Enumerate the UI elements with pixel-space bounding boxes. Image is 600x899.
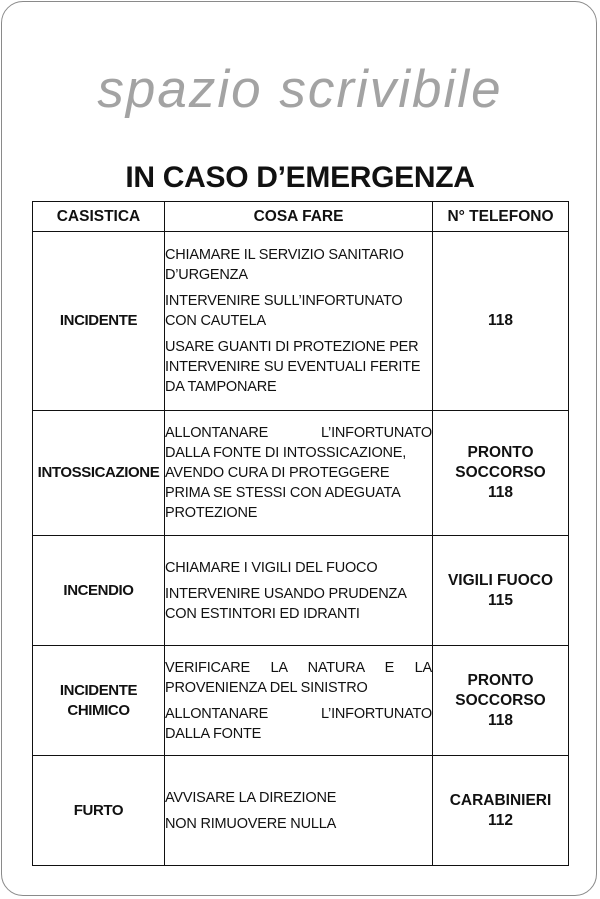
action-item	[165, 245, 432, 285]
action-line: CHIAMARE I VIGILI DEL FUOCO	[165, 559, 378, 576]
actions-cell	[165, 411, 433, 536]
phone-service: SOCCORSO	[455, 464, 546, 481]
action-line: CHIAMARE IL SERVIZIO SANITARIO	[165, 247, 404, 263]
action-line: ALLONTANARE L’INFORTUNATO	[165, 705, 432, 722]
case-label: CHIMICO	[67, 701, 130, 719]
phone-number: 118	[487, 711, 513, 729]
case-cell	[33, 232, 165, 411]
action-line: AVVISARE LA DIREZIONE	[165, 789, 337, 806]
action-line: AVENDO CURA DI PROTEGGERE	[165, 465, 390, 481]
actions-cell	[165, 232, 433, 411]
emergency-table	[32, 201, 569, 866]
page-title: IN CASO D’EMERGENZA	[125, 161, 475, 194]
phone-service: VIGILI FUOCO	[447, 571, 554, 589]
action-item	[165, 584, 432, 624]
table-row	[33, 536, 569, 646]
case-label: INCIDENTE	[59, 312, 138, 329]
phone-cell	[433, 756, 569, 866]
table-row	[33, 411, 569, 536]
phone-number: 118	[487, 312, 513, 329]
actions-cell	[165, 646, 433, 756]
phone-cell	[433, 411, 569, 536]
writable-space-label: spazio scrivibile	[97, 60, 503, 119]
action-line: PRIMA SE STESSI CON ADEGUATA	[165, 485, 401, 501]
action-line: VERIFICARE LA NATURA E LA	[165, 659, 432, 676]
table-header-row	[33, 202, 569, 232]
action-line: CON CAUTELA	[165, 313, 266, 329]
action-line: DALLA FONTE DI INTOSSICAZIONE,	[165, 445, 407, 461]
action-item	[165, 658, 432, 698]
action-line: DA TAMPONARE	[165, 379, 277, 395]
actions-cell	[165, 536, 433, 646]
action-item	[165, 788, 432, 808]
phone-number: 118	[487, 484, 513, 501]
header-telefono: N° TELEFONO	[433, 202, 569, 232]
action-line: INTERVENIRE SU EVENTUALI FERITE	[165, 359, 421, 375]
phone-service: SOCCORSO	[455, 691, 546, 709]
action-line: DALLA FONTE	[165, 725, 262, 742]
phone-cell	[433, 536, 569, 646]
action-item	[165, 423, 432, 523]
case-label: INCENDIO	[63, 581, 134, 599]
header-cosa-fare: COSA FARE	[165, 202, 433, 232]
case-cell	[33, 756, 165, 866]
action-line: CON ESTINTORI ED IDRANTI	[165, 605, 360, 622]
action-item	[165, 558, 432, 578]
case-label: INCIDENTE	[59, 681, 138, 699]
action-line: ALLONTANARE L’INFORTUNATO	[165, 425, 432, 441]
action-line: USARE GUANTI DI PROTEZIONE PER	[165, 339, 419, 355]
phone-service: PRONTO	[467, 671, 534, 689]
phone-service: CARABINIERI	[449, 791, 552, 809]
action-line: D’URGENZA	[165, 267, 248, 283]
phone-cell	[433, 232, 569, 411]
action-item	[165, 291, 432, 331]
action-line: NON RIMUOVERE NULLA	[165, 815, 337, 832]
case-cell	[33, 536, 165, 646]
action-line: INTERVENIRE SULL’INFORTUNATO	[165, 293, 403, 309]
phone-number: 112	[487, 811, 513, 829]
action-item	[165, 704, 432, 744]
table-row	[33, 756, 569, 866]
action-line: INTERVENIRE USANDO PRUDENZA	[165, 585, 407, 602]
table-row	[33, 232, 569, 411]
actions-cell	[165, 756, 433, 866]
action-line: PROTEZIONE	[165, 505, 258, 521]
table-row	[33, 646, 569, 756]
action-item	[165, 814, 432, 834]
phone-cell	[433, 646, 569, 756]
case-label: INTOSSICAZIONE	[37, 464, 160, 481]
phone-number: 115	[487, 591, 513, 609]
action-line: PROVENIENZA DEL SINISTRO	[165, 679, 368, 696]
action-item	[165, 337, 432, 397]
case-cell	[33, 646, 165, 756]
phone-service: PRONTO	[467, 444, 534, 461]
header-casistica: CASISTICA	[33, 202, 165, 232]
case-label: FURTO	[73, 801, 124, 819]
case-cell	[33, 411, 165, 536]
